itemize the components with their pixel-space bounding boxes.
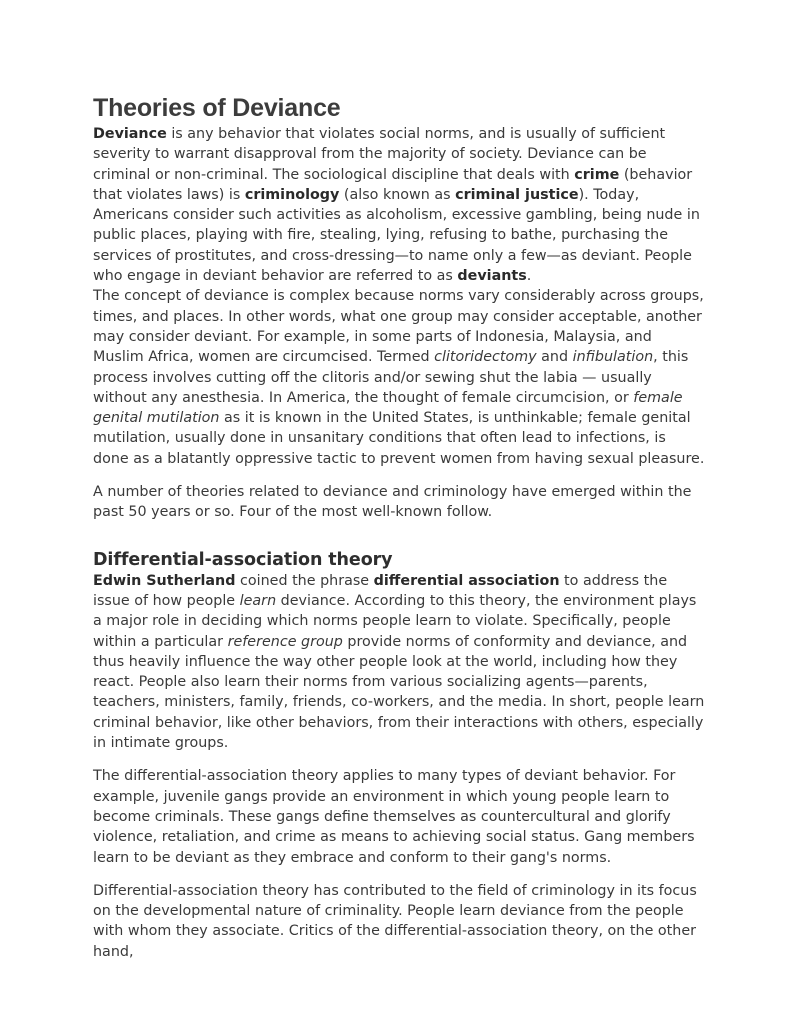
document-page: [93, 92, 705, 962]
term-deviance: Deviance: [93, 126, 167, 142]
paragraph-sutherland: Edwin Sutherland coined the phrase differential association to address the issue of how people learn deviance. According to this theory, the environment plays a major role in deciding which norms people learn to violate. Specifically, people within a particular reference group provide norms of conformity and deviance, and thus heavily influence the way other people look at the world, including how they react. People also learn their norms from various socializing agents—parents, teachers, ministers, family, friends, co-workers, and the media. In short, people learn criminal behavior, like other behaviors, from their interactions with others, especially in intimate groups.: [93, 572, 705, 752]
term-edwin-sutherland: Edwin Sutherland: [93, 572, 236, 589]
section-heading-differential-association: Differential-association theory: [93, 549, 393, 570]
term-infibulation: infibulation: [572, 349, 654, 366]
page-title: Theories of Deviance: [93, 94, 341, 122]
term-female-genital-mutilation: female genital mutilation: [93, 389, 683, 427]
term-clitoridectomy: clitoridectomy: [434, 349, 537, 366]
term-differential-association: differential association: [373, 572, 560, 589]
paragraph-critics: Differential-association theory has contributed to the field of criminology in its focus on the developmental nature of criminality. People learn deviance from the people with whom they associate. Critics of the differential-association theory, on the other hand,: [93, 882, 697, 960]
term-crime: crime: [574, 166, 620, 183]
term-reference-group: reference group: [227, 633, 343, 650]
paragraph-theories-intro: A number of theories related to deviance and criminology have emerged within the past 50 years or so. Four of the most well-known follow.: [93, 484, 692, 521]
term-criminal-justice: criminal justice: [455, 186, 579, 203]
paragraph-gangs: The differential-association theory applies to many types of deviant behavior. For example, juvenile gangs provide an environment in which young people learn to become criminals. These gangs define themselves as countercultural and glorify violence, retaliation, and crime as means to achieving social status. Gang members learn to be deviant as they embrace and conform to their gang's norms.: [93, 768, 695, 866]
term-deviants: deviants: [457, 268, 527, 285]
term-criminology: criminology: [244, 186, 340, 203]
paragraph-deviance-definition: Deviance is any behavior that violates social norms, and is usually of sufficient severity to warrant disapproval from the majority of society. Deviance can be criminal or non-criminal. The sociological discipline that deals with crime (behavior that violates laws) is criminology (also known as criminal justice). Today, Americans consider such activities as alcoholism, excessive gambling, being nude in public places, playing with fire, stealing, lying, refusing to bathe, purchasing the services of prostitutes, and cross-dressing—to name only a few—as deviant. People who engage in deviant behavior are referred to as deviants.: [93, 126, 700, 285]
term-learn: learn: [239, 592, 277, 609]
paragraph-deviance-concept: The concept of deviance is complex because norms vary considerably across groups, times, and places. In other words, what one group may consider acceptable, another may consider deviant. For example, in some parts of Indonesia, Malaysia, and Muslim Africa, women are circumcised. Termed clitoridectomy and infibulation, this process involves cutting off the clitoris and/or sewing shut the labia — usually without any anesthesia. In America, the thought of female circumcision, or female genital mutilation as it is known in the United States, is unthinkable; female genital mutilation, usually done in unsanitary conditions that often lead to infections, is done as a blatantly oppressive tactic to prevent women from having sexual pleasure.: [93, 288, 705, 467]
